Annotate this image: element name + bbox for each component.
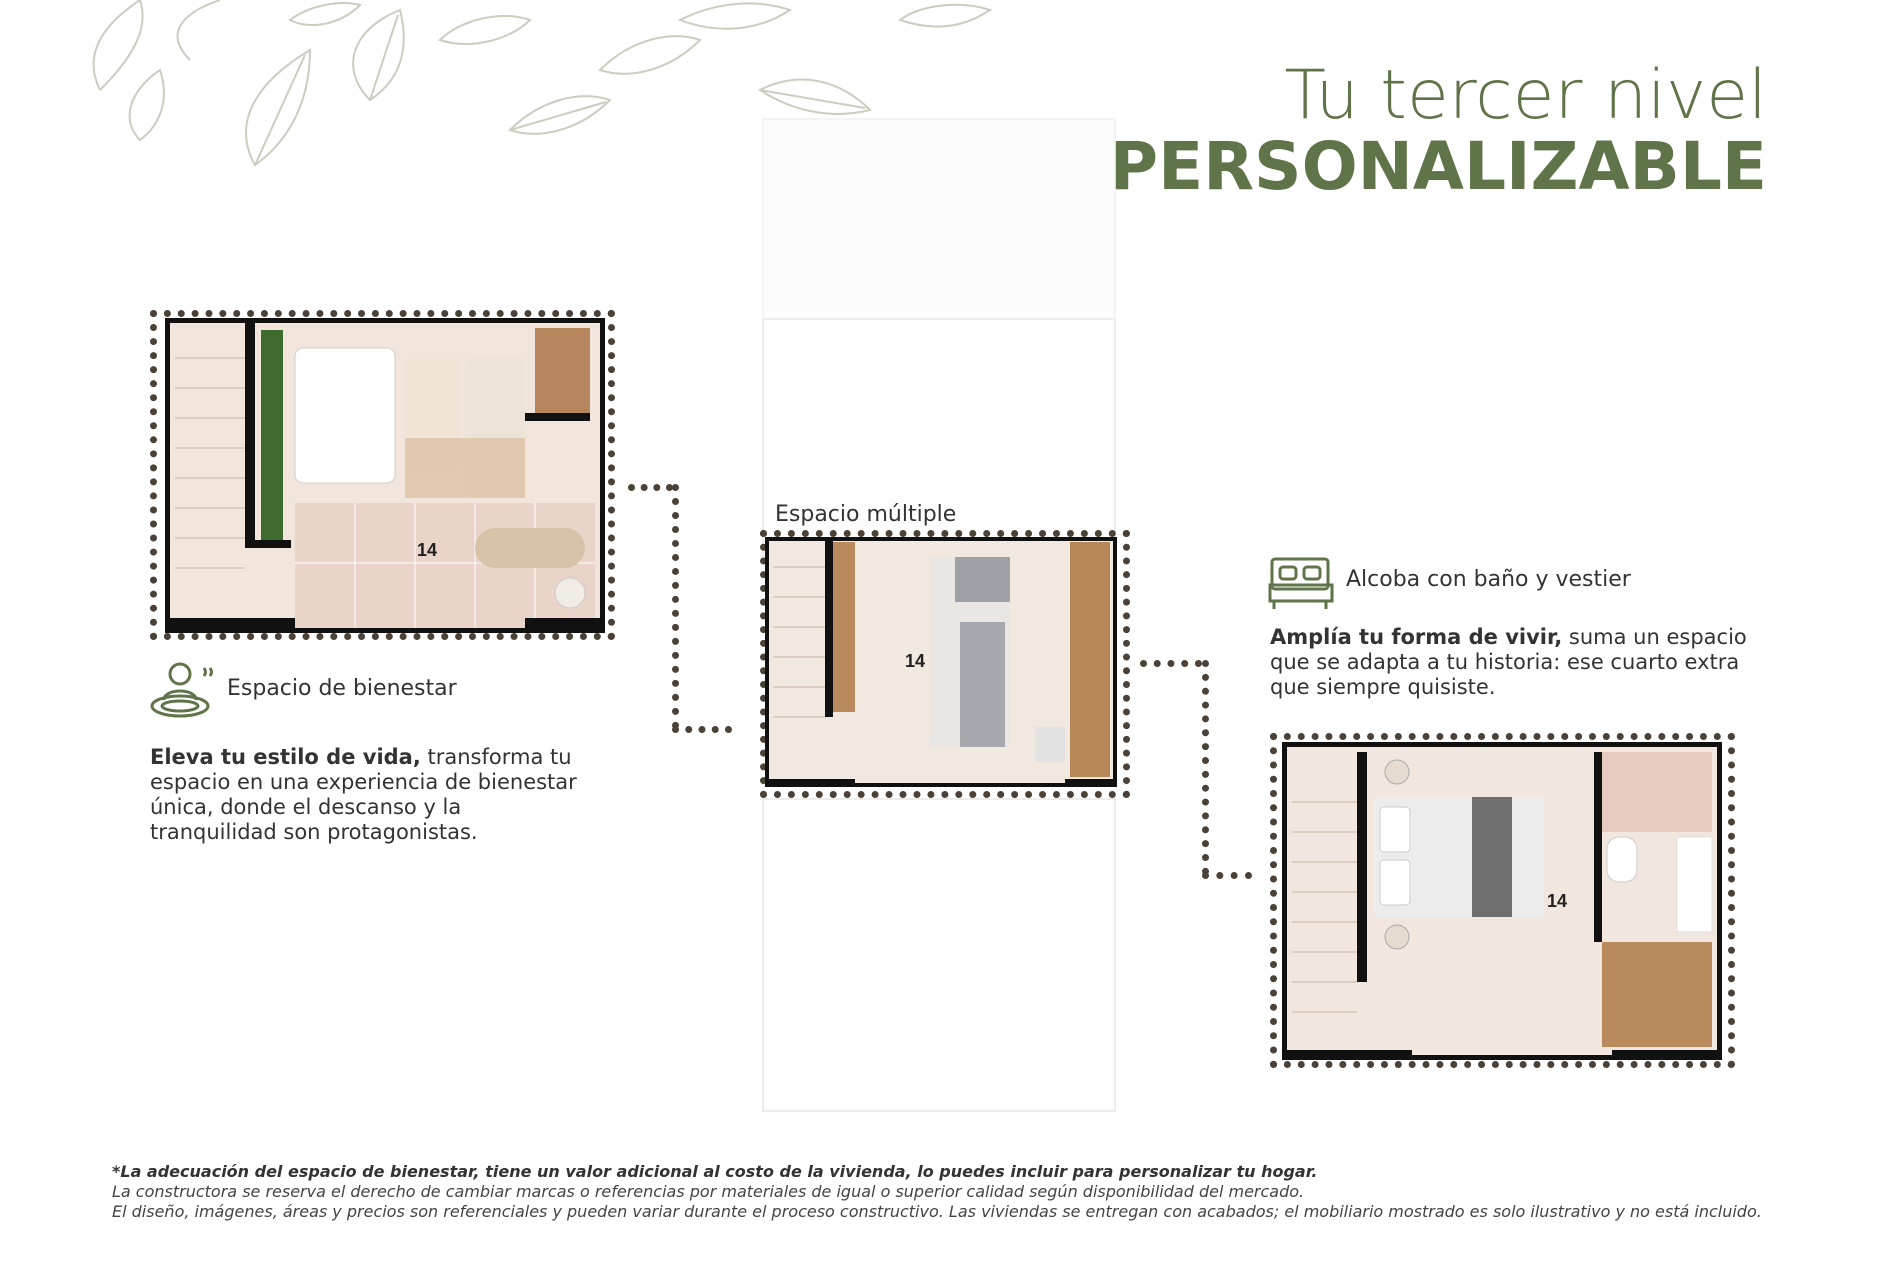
bedroom-body: suma un espacio que se adapta a tu historia: ese cuarto extra que siempre quisiste.: [1270, 625, 1747, 699]
connector-left: [628, 484, 673, 491]
wellness-room-number: 14: [417, 540, 438, 560]
multi-space-floorplan: [765, 537, 1117, 787]
footer-note-3: El diseño, imágenes, áreas y precios son referenciales y pueden variar durante el proceso constructivo. Las viviendas se entregan con acabados; el mobiliario mostrado es solo ilustrativo y no está incluido.: [112, 1202, 1762, 1221]
bedroom-label: Alcoba con baño y vestier: [1346, 567, 1631, 592]
multi-space-room-number: 14: [905, 651, 926, 671]
wellness-description: [150, 745, 580, 845]
wellness-floorplan: [165, 318, 605, 633]
bedroom-floorplan: [1282, 742, 1722, 1060]
page-title-line1: Tu tercer nivel: [1284, 56, 1767, 135]
connector-right-bottom: [1202, 872, 1252, 879]
wellness-body: transforma tu espacio en una experiencia de bienestar única, donde el descanso y la tranquilidad son protagonistas.: [150, 745, 577, 844]
footer-note-2: La constructora se reserva el derecho de cambiar marcas o referencias por materiales de igual o superior calidad según disponibilidad del mercado.: [112, 1182, 1305, 1201]
bedroom-lead: Amplía tu forma de vivir,: [1270, 625, 1563, 649]
footer-note-1: *La adecuación del espacio de bienestar, tiene un valor adicional al costo de la vivienda, lo puedes incluir para personalizar tu hogar.: [112, 1162, 1318, 1181]
multi-space-label: Espacio múltiple: [775, 502, 957, 527]
connector-left-vertical: [672, 484, 679, 729]
bedroom-room-number: 14: [1547, 891, 1568, 911]
connector-right-vertical: [1202, 660, 1209, 875]
page-title-line2: PERSONALIZABLE: [1109, 128, 1767, 205]
wellness-label: Espacio de bienestar: [227, 676, 457, 701]
wellness-icon: [150, 660, 218, 720]
connector-right: [1140, 660, 1202, 667]
connector-left-bottom: [672, 726, 732, 733]
wellness-lead: Eleva tu estilo de vida,: [150, 745, 421, 769]
bedroom-description: [1270, 625, 1750, 700]
bed-icon: [1268, 555, 1334, 611]
